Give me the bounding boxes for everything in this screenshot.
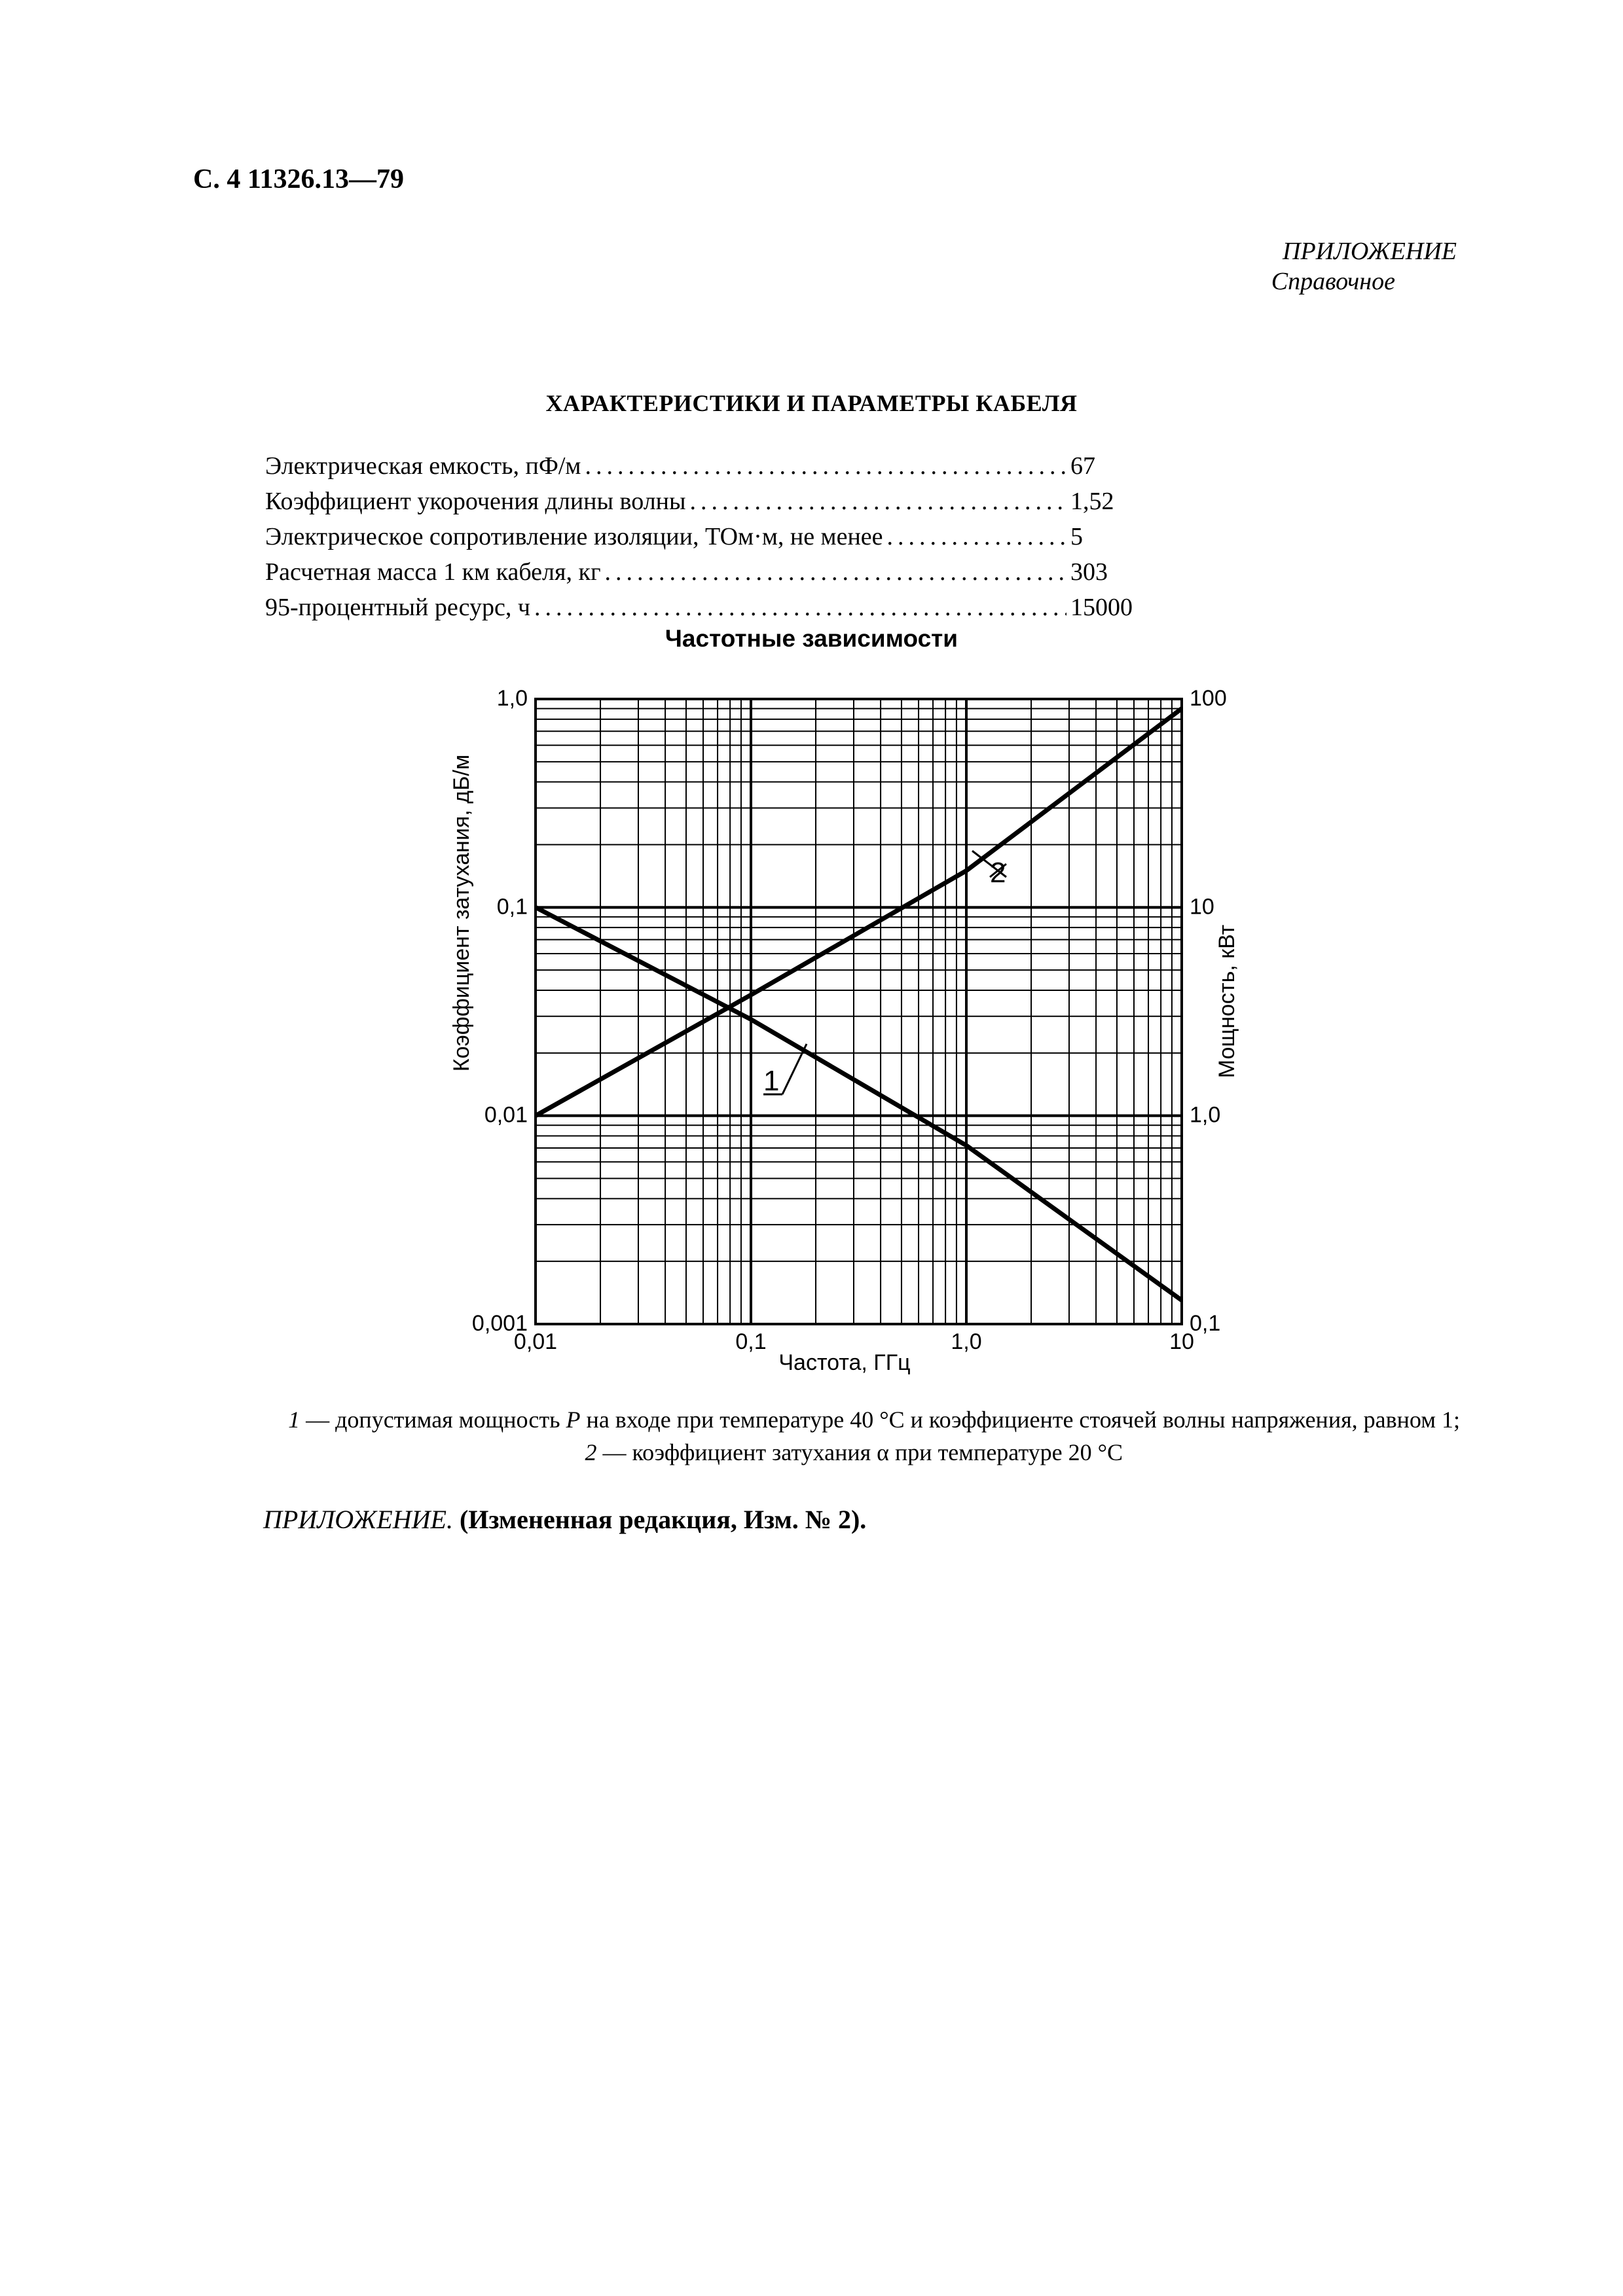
x-tick-label: 10: [1169, 1329, 1194, 1354]
y-left-tick-label: 0,001: [471, 1311, 528, 1336]
legend-item-2: [0, 1439, 1123, 1466]
param-label: Расчетная масса 1 км кабеля, кг: [265, 558, 601, 586]
footnote-italic: ПРИЛОЖЕНИЕ.: [263, 1505, 453, 1534]
param-value: 15000: [1070, 594, 1133, 621]
y-right-tick-label: 1,0: [1190, 1102, 1221, 1128]
param-value: 303: [1070, 558, 1108, 586]
y-right-tick-label: 100: [1190, 686, 1227, 711]
legend-text: — допустимая мощность: [300, 1407, 566, 1433]
legend-num: 2: [585, 1439, 597, 1465]
legend-text: — коэффициент затухания α при температуре 20 °С: [596, 1439, 1123, 1465]
y-left-tick-label: 0,1: [496, 894, 528, 920]
label-1-leader: [782, 1044, 807, 1094]
x-tick-label: 1,0: [951, 1329, 982, 1354]
footnote: [263, 1504, 866, 1535]
curve-label-2: 2: [990, 857, 1006, 889]
series-line-2: [536, 709, 1182, 1116]
x-axis-label: Частота, ГГц: [778, 1350, 911, 1375]
footnote-bold: (Измененная редакция, Изм. № 2).: [452, 1505, 867, 1534]
y-right-tick-label: 0,1: [1190, 1311, 1221, 1336]
x-tick-label: 0,1: [735, 1329, 767, 1354]
y-right-tick-label: 10: [1190, 894, 1214, 920]
y-axis-right-label: Мощность, кВт: [1214, 924, 1239, 1079]
page-header: С. 4 11326.13—79: [193, 164, 405, 194]
param-label: 95-процентный ресурс, ч: [265, 594, 530, 621]
chart-series: [536, 709, 1182, 1300]
appendix-label: ПРИЛОЖЕНИЕ: [1283, 238, 1457, 265]
legend-item-1: [0, 1406, 1460, 1433]
legend-symbol: P: [566, 1407, 581, 1433]
param-label: Электрическая емкость, пФ/м: [265, 452, 581, 480]
param-value: 5: [1070, 523, 1083, 550]
param-label: Коэффициент укорочения длины волны: [265, 488, 686, 515]
y-axis-left-label: Коэффициент затухания, дБ/м: [449, 754, 474, 1072]
curve-label-1: 1: [763, 1065, 780, 1097]
section-title: ХАРАКТЕРИСТИКИ И ПАРАМЕТРЫ КАБЕЛЯ: [545, 390, 1078, 416]
param-label: Электрическое сопротивление изоляции, ТОм·м, не менее: [265, 523, 883, 550]
chart-title: Частотные зависимости: [665, 625, 958, 652]
appendix-type: Справочное: [1271, 268, 1395, 295]
y-left-tick-label: 1,0: [496, 686, 528, 711]
y-left-tick-label: 0,01: [484, 1102, 528, 1128]
series-line-1: [536, 907, 1182, 1300]
param-value: 67: [1070, 452, 1095, 480]
legend-text-rest: на входе при температуре 40 °С и коэффициенте стоячей волны напряжения, равном 1;: [580, 1407, 1460, 1433]
legend-num: 1: [288, 1407, 301, 1433]
x-tick-label: 0,01: [513, 1329, 558, 1354]
param-value: 1,52: [1070, 488, 1114, 515]
